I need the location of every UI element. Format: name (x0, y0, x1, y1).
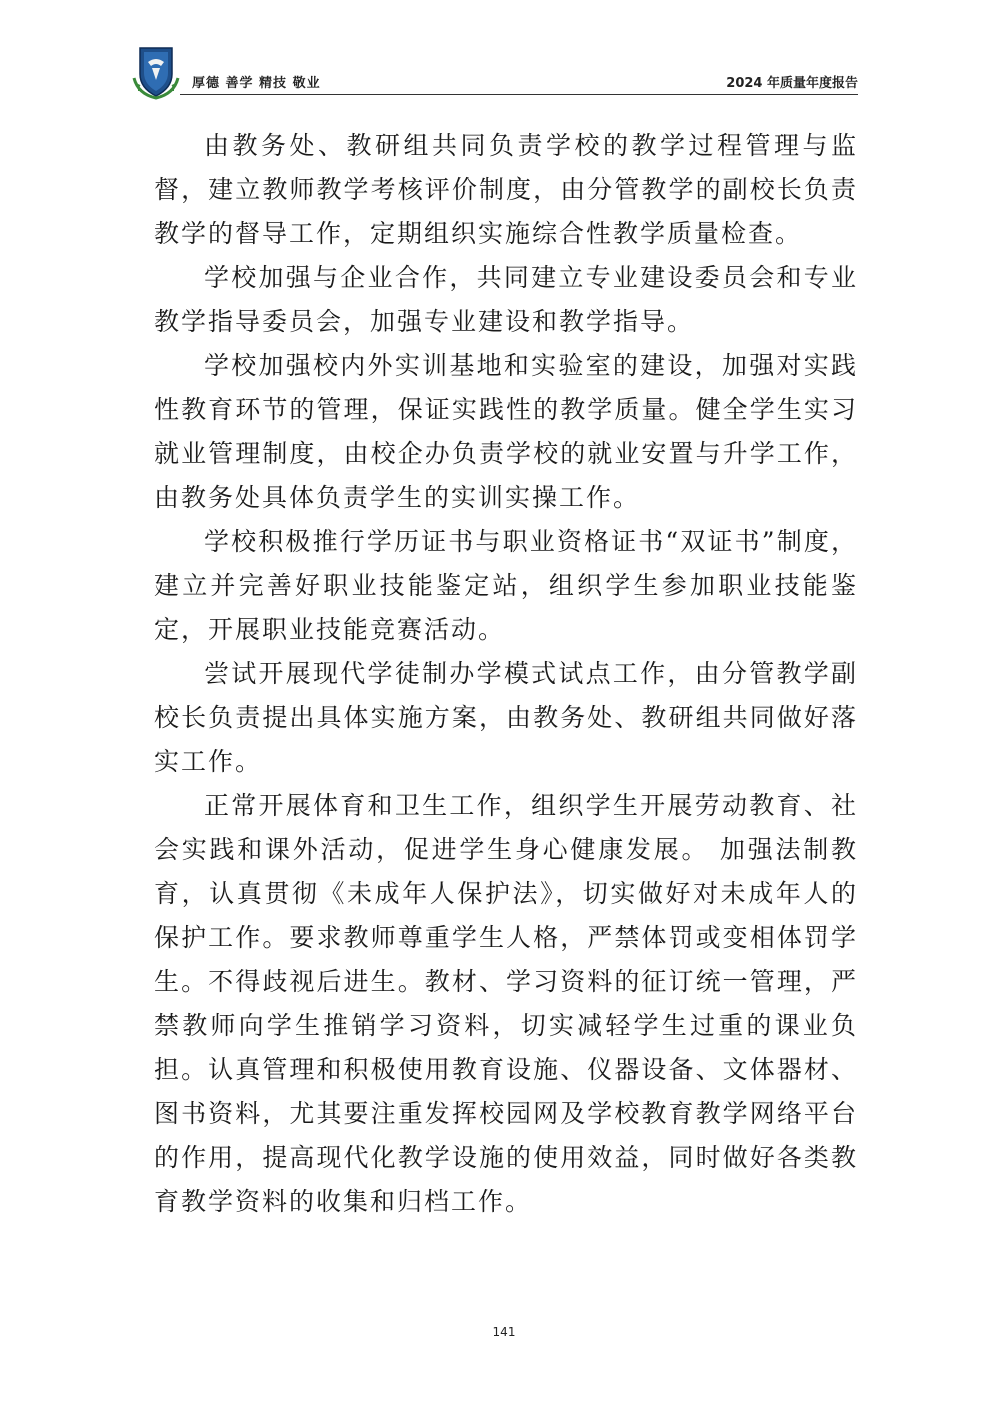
paragraph: 学校加强与企业合作，共同建立专业建设委员会和专业教学指导委员会，加强专业建设和教学指导。 (154, 263, 858, 336)
paragraph: 正常开展体育和卫生工作，组织学生开展劳动教育、社会实践和课外活动，促进学生身心健康发展。 加强法制教育，认真贯彻《未成年人保护法》，切实做好对未成年人的保护工作。要求教师尊重学生人格，严禁体罚或变相体罚学生。不得歧视后进生。教材、学习资料的征订统一管理，严禁教师向学生推销学习资料，切实减轻学生过重的课业负担。认真管理和积极使用教育设施、仪器设备、文体器材、图书资料，尤其要注重发挥校园网及学校教育教学网络平台的作用，提高现代化教学设施的使用效益，同时做好各类教育教学资料的收集和归档工作。 (154, 791, 858, 1216)
paragraph: 由教务处、教研组共同负责学校的教学过程管理与监督，建立教师教学考核评价制度，由分管教学的副校长负责教学的督导工作，定期组织实施综合性教学质量检查。 (154, 131, 858, 248)
paragraph: 学校积极推行学历证书与职业资格证书“双证书”制度，建立并完善好职业技能鉴定站，组织学生参加职业技能鉴定，开展职业技能竞赛活动。 (154, 527, 858, 644)
page-header (130, 44, 858, 100)
paragraph: 学校加强校内外实训基地和实验室的建设，加强对实践性教育环节的管理，保证实践性的教学质量。健全学生实习就业管理制度，由校企办负责学校的就业安置与升学工作，由教务处具体负责学生的实训实操工作。 (154, 351, 858, 512)
school-emblem-icon (130, 44, 182, 100)
header-divider (180, 94, 858, 95)
report-title: 2024 年质量年度报告 (726, 76, 858, 91)
school-motto: 厚德 善学 精技 敬业 (192, 76, 321, 91)
document-body (154, 124, 858, 1224)
page-number: 141 (492, 1325, 516, 1339)
paragraph: 尝试开展现代学徒制办学模式试点工作，由分管教学副校长负责提出具体实施方案，由教务处、教研组共同做好落实工作。 (154, 659, 858, 776)
